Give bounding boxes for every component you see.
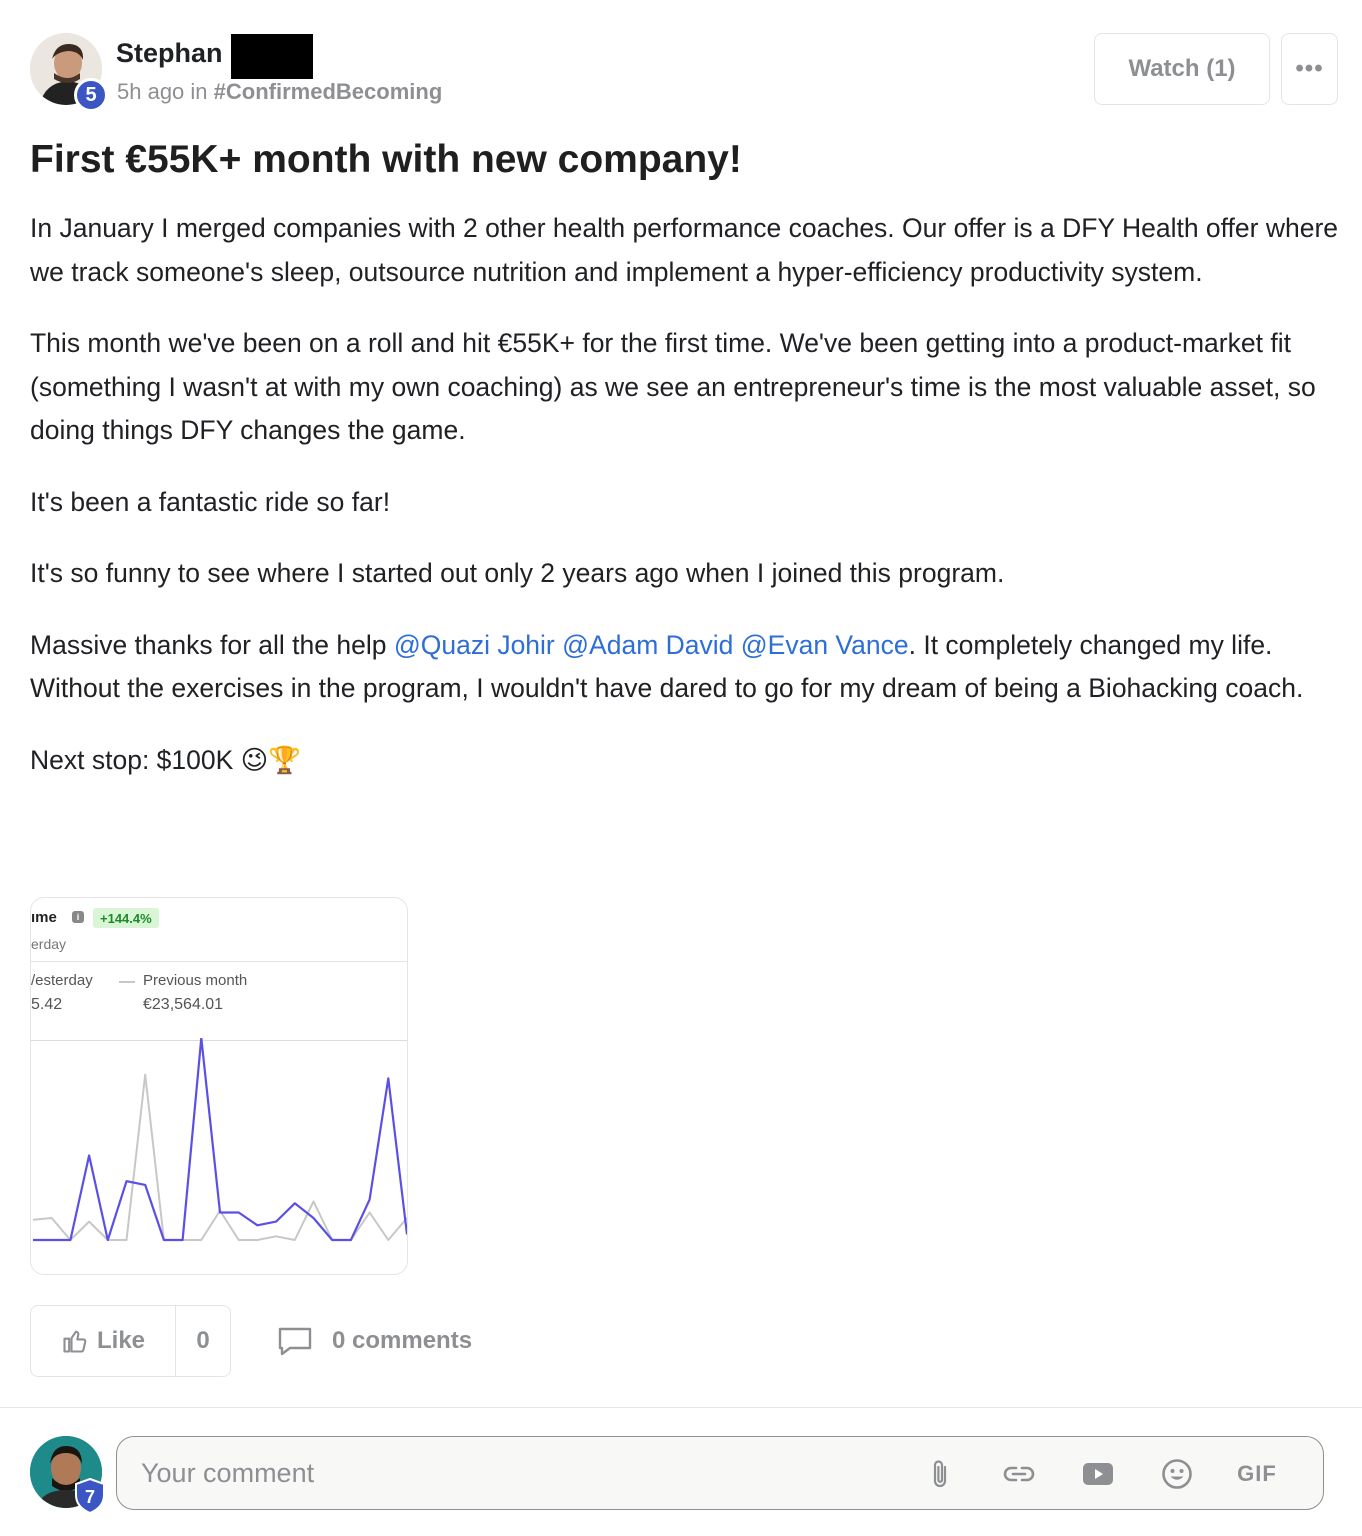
post-paragraph-thanks [30, 624, 1340, 711]
user-level-number: 7 [84, 1487, 96, 1507]
post-channel-link[interactable]: #ConfirmedBecoming [213, 79, 443, 104]
like-label: Like [96, 1327, 146, 1354]
post-paragraph: This month we've been on a roll and hit €55K+ for the first time. We've been getting into a product-market fit (something I wasn't at with my own coaching) as we see an entrepreneur's time is the most valuable asset, so doing things DFY changes the game. [30, 328, 1316, 445]
chart-subtitle-fragment: erday [31, 936, 67, 952]
comment-bubble-icon [276, 1325, 314, 1357]
more-dots-icon: ••• [1295, 55, 1324, 82]
mention-quazi-johir[interactable]: @Quazi Johir [393, 629, 555, 660]
author-level-badge: 5 [74, 78, 108, 112]
paperclip-icon [929, 1458, 951, 1490]
line-chart-plot [31, 1038, 408, 1274]
chart-yesterday-value: 5.42 [31, 996, 63, 1013]
like-button[interactable] [31, 1306, 176, 1376]
user-level-shield-icon [74, 1478, 106, 1514]
thanks-text-end: . It completely changed my life. Without the exercises in the program, I wouldn't have dared to go for my dream of being a Biohacking coach. [30, 629, 1304, 703]
emoji-button[interactable] [1159, 1457, 1195, 1491]
link-icon [1003, 1465, 1035, 1483]
post-paragraph: Next stop: $100K 😉🏆 [30, 744, 302, 775]
post-paragraph: In January I merged companies with 2 other health performance coaches. Our offer is a DFY Health offer where we track someone's sleep, outsource nutrition and implement a hyper-efficiency productivity system. [30, 213, 1339, 287]
youtube-icon [1082, 1462, 1114, 1486]
thumbs-up-icon [61, 1327, 89, 1355]
post-paragraph: It's so funny to see where I started out only 2 years ago when I joined this program. [30, 558, 1005, 588]
previous-month-legend-swatch [119, 981, 135, 983]
more-options-button[interactable] [1281, 33, 1338, 105]
link-button[interactable] [1001, 1457, 1037, 1491]
like-count[interactable]: 0 [196, 1327, 210, 1354]
mention-adam-david[interactable]: @Adam David [562, 629, 734, 660]
redacted-surname [231, 34, 313, 79]
post-time: 5h ago [117, 79, 185, 104]
info-icon: i [72, 911, 84, 923]
comment-box [116, 1436, 1324, 1510]
attached-chart-image[interactable] [30, 897, 408, 1275]
like-group [30, 1305, 231, 1377]
post-in-word: in [190, 79, 208, 104]
comments-button[interactable] [276, 1317, 472, 1365]
watch-button[interactable]: Watch (1) [1094, 33, 1270, 105]
section-divider [0, 1407, 1362, 1408]
smiley-icon [1161, 1458, 1193, 1490]
attach-button[interactable] [922, 1457, 958, 1491]
chart-change-badge: +144.4% [93, 908, 159, 928]
chart-title-fragment: ıme [31, 909, 57, 926]
current-series-line [33, 1038, 407, 1240]
mention-evan-vance[interactable]: @Evan Vance [740, 629, 909, 660]
comment-input[interactable] [141, 1437, 901, 1509]
chart-divider [31, 961, 408, 962]
post-meta [117, 79, 442, 105]
comments-label: 0 comments [332, 1327, 473, 1354]
chart-previous-value: €23,564.01 [143, 996, 224, 1013]
gif-button[interactable]: GIF [1237, 1461, 1277, 1486]
author-name[interactable]: Stephan [116, 38, 223, 68]
post-paragraph: It's been a fantastic ride so far! [30, 486, 391, 517]
post-body [30, 207, 1340, 810]
chart-previous-label: Previous month [143, 972, 248, 989]
thanks-text-start: Massive thanks for all the help [30, 629, 394, 660]
video-button[interactable] [1080, 1457, 1116, 1491]
chart-yesterday-label: /esterday [31, 972, 93, 989]
post-title: First €55K+ month with new company! [30, 138, 742, 181]
